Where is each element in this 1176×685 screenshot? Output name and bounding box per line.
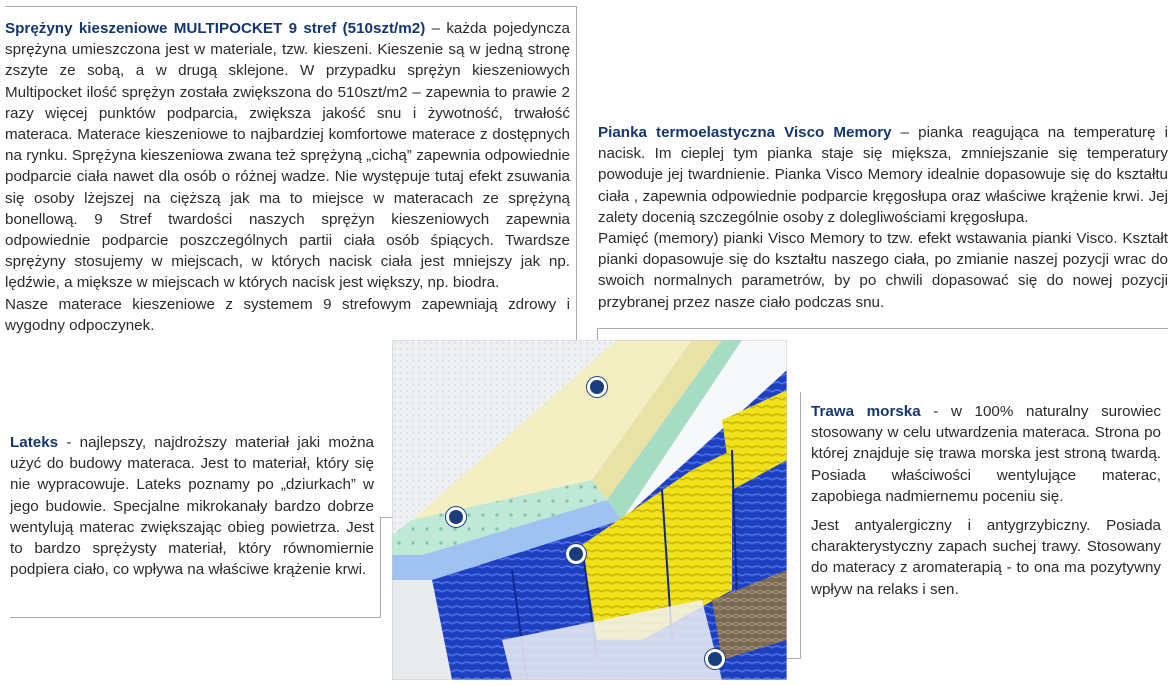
visco-body: – pianka reagująca na temperaturę i nacisk. Im cieplej tym pianka staje się miększa, zmniejszanie się temperatury powoduje jej twardnienie. Pianka Visco Memory idealnie dopasowuje się do kształtu ciała , zapewnia odpowiednie podparcie kręgosłupa oraz właściwe krążenie krwi. Jej zalety docenią szczególnie osoby z dolegliwościami kręgosłupa. (598, 124, 1168, 226)
visco-title: Pianka termoelastyczna Visco Memory (598, 124, 892, 141)
mattress-illustration-svg (392, 340, 787, 680)
seagrass-description (811, 401, 1161, 600)
seagrass-marker (708, 652, 722, 666)
springs-connector-vertical (576, 6, 577, 386)
latex-title: Lateks (10, 434, 59, 451)
visco-description (598, 122, 1168, 313)
seagrass-body: - w 100% naturalny surowiec stosowany w celu utwardzenia materaca. Strona po której znajduje się trawa morska jest stroną twardą. Posiada właściwości wentylujące materac, zapobiega nadmiernemu poceniu się. (811, 403, 1162, 505)
springs-body-2: Nasze materace kieszeniowe z systemem 9 strefowym zapewniają zdrowy i wygodny odpoczynek. (5, 295, 570, 334)
latex-marker (449, 510, 463, 524)
seagrass-connector-vertical (800, 392, 801, 659)
springs-connector-horizontal (5, 6, 577, 7)
springs-body: – każda pojedyncza sprężyna umieszczona jest w materiale, tzw. kieszeni. Kieszenie są w jedną stronę zszyte ze sobą, a w drugą sklejone. W przypadku sprężyn kieszeniowych Multipocket ilość sprężyn została zwiększona do 510szt/m2 – zapewnia to prawie 2 razy więcej punktów podparcia, zwiększa jakość snu i żywotność, trwałość materaca. Materace kieszeniowe to najbardziej komfortowe materace z dostępnych na rynku. Sprężyna kieszeniowa zwana też sprężyną „cichą” zapewnia odpowiednie podparcie ciała nawet dla osób o różnej wadze. Nie występuje tutaj efekt zsuwania się osoby lżejszej na cięższą jak ma to miejsce w materacach ze sprężyną bonellową. 9 Stref twardości naszych sprężyn kieszeniowych zapewnia odpowiednie podparcie poszczególnych partii ciała osób śpiących. Twardsze sprężyny stosujemy w miejscach, w których nacisk ciała jest mniejszy jak np. lędźwie, a miększe w miejscach w których nacisk jest większy, np. biodra. (5, 20, 570, 292)
latex-description (10, 432, 374, 580)
mattress-cross-section-illustration (392, 340, 787, 680)
latex-connector-vertical (380, 517, 381, 618)
seagrass-body-2: Jest antyalergiczny i antygrzybiczny. Posiada charakterystyczny zapach suchej trawy. Stosowany do materacy z aromaterapią - to ona ma pozytywny wpływ na relaks i sen. (811, 517, 1161, 598)
springs-marker (590, 380, 604, 394)
latex-body: - najlepszy, najdroższy materiał jaki można użyć do budowy materaca. Jest to materiał, który się nie wypracowuje. Lateks poznamy po „dziurkach” w jego budowie. Specjalne mikrokanały bardzo dobrze wentylują materac zwiększając obieg powietrza. Jest to bardzo sprężysty materiał, który równomiernie podpiera ciało, co wpływa na właściwe krążenie krwi. (10, 434, 374, 579)
springs-description (5, 18, 570, 336)
latex-connector-horizontal (10, 617, 380, 618)
springs-title: Sprężyny kieszeniowe MULTIPOCKET 9 stref (510szt/m2) (5, 20, 426, 37)
visco-body-2: Pamięć (memory) pianki Visco Memory to tzw. efekt wstawania pianki Visco. Kształt pianki dopasowuje się do kształtu naszego ciała, po zmianie naszej pozycji wrac do swoich normalnych parametrów, by po chwili dopasować się do nowej pozycji przybranej przez nasze ciało podczas snu. (598, 230, 1168, 311)
visco-connector-horizontal (598, 328, 1168, 329)
memory-foam-marker (569, 547, 583, 561)
seagrass-title: Trawa morska (811, 403, 921, 420)
